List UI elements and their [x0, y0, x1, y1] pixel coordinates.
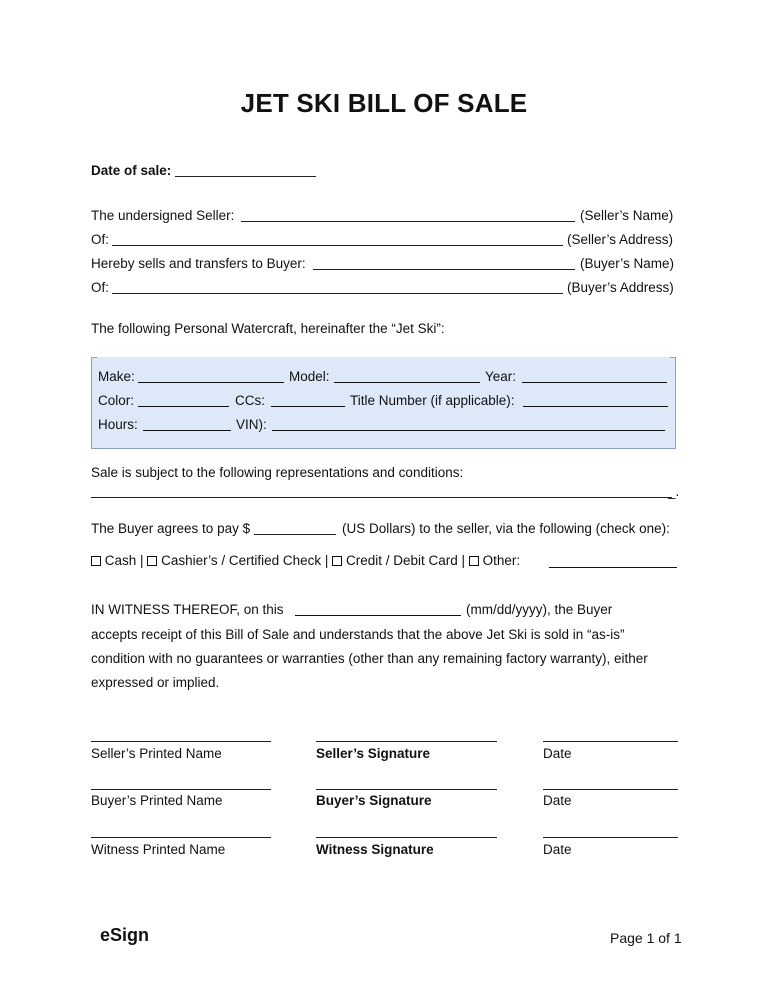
make-label: Make:	[98, 369, 135, 384]
other-option-label: Other:	[482, 553, 521, 568]
cash-option-label: Cash	[104, 553, 137, 568]
watercraft-intro: The following Personal Watercraft, hereinafter the “Jet Ski”:	[91, 321, 445, 336]
witness-printed-name-label: Witness Printed Name	[91, 842, 226, 857]
conditions-end: _.	[668, 484, 680, 499]
seller-date-line[interactable]	[543, 741, 678, 742]
other-checkbox[interactable]	[469, 556, 479, 566]
witness-line1-before: IN WITNESS THEREOF, on this	[91, 602, 284, 617]
seller-name-field[interactable]	[241, 221, 575, 222]
buyer-name-field[interactable]	[313, 269, 575, 270]
seller-address-field[interactable]	[112, 245, 563, 246]
option-separator: |	[324, 553, 329, 568]
credit-debit-checkbox[interactable]	[332, 556, 342, 566]
buyer-label: Hereby sells and transfers to Buyer:	[91, 256, 306, 271]
date-of-sale-label: Date of sale:	[91, 163, 172, 178]
year-field[interactable]	[522, 382, 667, 383]
credit-debit-option-label: Credit / Debit Card	[345, 553, 458, 568]
conditions-label: Sale is subject to the following representations and conditions:	[91, 465, 464, 480]
witness-line4: expressed or implied.	[91, 675, 220, 690]
witness-date-line[interactable]	[543, 837, 678, 838]
buyer-signature-line[interactable]	[316, 789, 497, 790]
buyer-signature-label: Buyer’s Signature	[316, 793, 432, 808]
page-number: Page 1 of 1	[610, 930, 682, 946]
witness-date-field[interactable]	[295, 615, 461, 616]
witness-signature-line[interactable]	[316, 837, 497, 838]
option-separator: |	[461, 553, 466, 568]
document-title: JET SKI BILL OF SALE	[240, 88, 528, 118]
cashiers-check-option-label: Cashier’s / Certified Check	[161, 553, 322, 568]
payment-amount-field[interactable]	[254, 534, 336, 535]
model-label: Model:	[289, 369, 330, 384]
payment-text-before: The Buyer agrees to pay $	[91, 521, 251, 536]
buyer-address-field[interactable]	[112, 293, 563, 294]
cashiers-check-checkbox[interactable]	[147, 556, 157, 566]
color-field[interactable]	[138, 406, 229, 407]
seller-signature-label: Seller’s Signature	[316, 746, 431, 761]
conditions-field[interactable]	[91, 497, 672, 498]
seller-label: The undersigned Seller:	[91, 208, 235, 223]
hours-field[interactable]	[143, 430, 231, 431]
buyer-of-label: Of:	[91, 280, 110, 295]
buyer-name-suffix: (Buyer’s Name)	[580, 256, 675, 271]
seller-address-suffix: (Seller’s Address)	[567, 232, 674, 247]
color-label: Color:	[98, 393, 135, 408]
witness-signature-label: Witness Signature	[316, 842, 434, 857]
seller-printed-name-line[interactable]	[91, 741, 271, 742]
witness-line1-after: (mm/dd/yyyy), the Buyer	[466, 602, 613, 617]
model-field[interactable]	[334, 382, 480, 383]
year-label: Year:	[485, 369, 517, 384]
payment-options-row	[91, 553, 520, 569]
cash-checkbox[interactable]	[91, 556, 101, 566]
payment-text-after: (US Dollars) to the seller, via the following (check one):	[342, 521, 670, 536]
buyer-address-suffix: (Buyer’s Address)	[567, 280, 674, 295]
seller-printed-name-label: Seller’s Printed Name	[91, 746, 222, 761]
title-number-field[interactable]	[523, 406, 668, 407]
ccs-label: CCs:	[235, 393, 265, 408]
ccs-field[interactable]	[271, 406, 345, 407]
witness-date-label: Date	[543, 842, 572, 857]
esign-logo: eSign	[100, 925, 150, 945]
seller-of-label: Of:	[91, 232, 110, 247]
buyer-date-label: Date	[543, 793, 572, 808]
witness-printed-name-line[interactable]	[91, 837, 271, 838]
other-payment-field[interactable]	[549, 567, 677, 568]
date-of-sale-field[interactable]	[175, 176, 316, 177]
witness-line3: condition with no guarantees or warranties (other than any remaining factory warranty), either	[91, 651, 648, 666]
make-field[interactable]	[138, 382, 284, 383]
option-separator: |	[140, 553, 144, 568]
buyer-date-line[interactable]	[543, 789, 678, 790]
witness-line2: accepts receipt of this Bill of Sale and understands that the above Jet Ski is sold in “as-is”	[91, 627, 625, 642]
seller-name-suffix: (Seller’s Name)	[580, 208, 674, 223]
hours-label: Hours:	[98, 417, 138, 432]
vin-label: VIN):	[236, 417, 267, 432]
seller-signature-line[interactable]	[316, 741, 497, 742]
buyer-printed-name-line[interactable]	[91, 789, 271, 790]
seller-date-label: Date	[543, 746, 572, 761]
buyer-printed-name-label: Buyer’s Printed Name	[91, 793, 223, 808]
title-number-label: Title Number (if applicable):	[350, 393, 515, 408]
vin-field[interactable]	[272, 430, 665, 431]
